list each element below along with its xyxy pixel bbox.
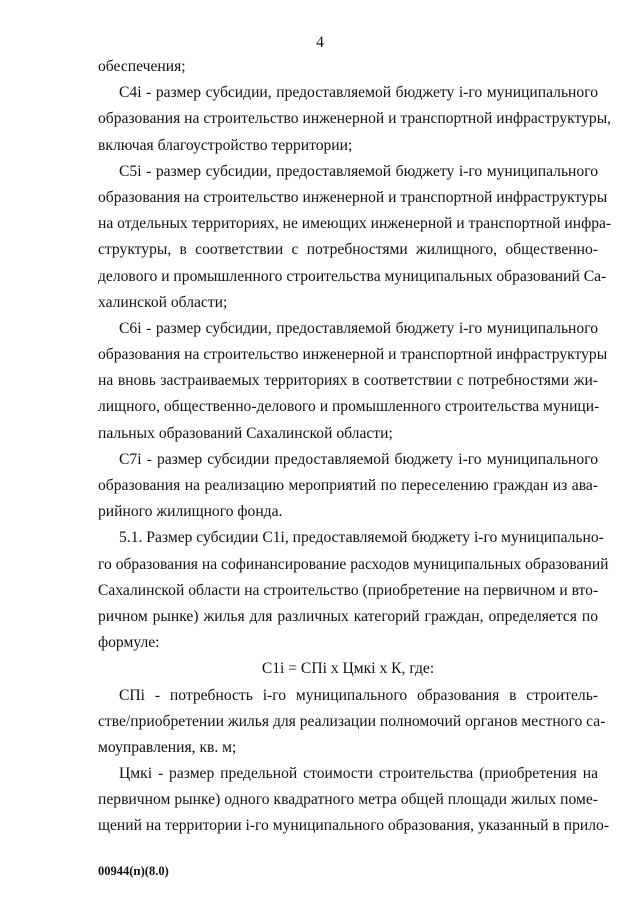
text-line: 5.1. Размер субсидии С1i, предоставляемой бюджету i-го муниципально- [119,529,604,547]
document-body [98,54,612,840]
text-line: формуле: [98,634,160,652]
text-line: халинской области; [98,293,228,311]
text-line: структуры, в соответствии с потребностями жилищного, общественно- [98,241,598,259]
text-line: делового и промышленного строительства муниципальных образований Са- [98,267,607,285]
text-line: моуправления, кв. м; [98,738,237,756]
text-line: ричном рынке) жилья для различных категорий граждан, определяется по [98,607,598,625]
text-line: С1i = СПi х Цмкi х К, где: [261,660,435,678]
text-line: С4i - размер субсидии, предоставляемой бюджету i-го муниципального [119,84,598,102]
text-line: щений на территории i-го муниципального образования, указанный в прило- [98,817,610,835]
text-line: образования на строительство инженерной и транспортной инфраструктуры, [98,110,612,128]
text-line: Сахалинской области на строительство (приобретение на первичном и вто- [98,581,599,599]
page-number: 4 [316,34,324,51]
text-line: пальных образований Сахалинской области; [98,424,393,442]
text-line: включая благоустройство территории; [98,136,353,154]
text-line: на отдельных территориях, не имеющих инженерной и транспортной инфра- [98,215,612,233]
text-line: СПi - потребность i-го муниципального образования в строитель- [119,686,598,704]
text-line: образования на реализацию мероприятий по переселению граждан из ава- [98,477,598,494]
text-line: рийного жилищного фонда. [98,503,283,521]
text-line: лищного, общественно-делового и промышленного строительства муници- [98,398,600,416]
text-line: образования на строительство инженерной и транспортной инфраструктуры [98,188,608,206]
text-line: образования на строительство инженерной и транспортной инфраструктуры [98,346,608,364]
text-line: первичном рынке) одного квадратного метра общей площади жилых поме- [98,791,598,809]
text-line: Цмкi - размер предельной стоимости строительства (приобретения на [119,765,598,783]
document-code-footer: 00944(п)(8.0) [98,864,169,878]
text-line: С5i - размер субсидии, предоставляемой бюджету i-го муниципального [119,162,598,180]
text-line: го образования на софинансирование расходов муниципальных образований [98,555,609,573]
text-line: стве/приобретении жилья для реализации полномочий органов местного са- [98,712,606,730]
text-line: С7i - размер субсидии предоставляемой бюджету i-го муниципального [119,450,598,468]
text-line: обеспечения; [98,58,186,75]
text-line: на вновь застраиваемых территориях в соответствии с потребностями жи- [98,372,598,390]
text-line: С6i - размер субсидии, предоставляемой бюджету i-го муниципального [119,319,598,337]
